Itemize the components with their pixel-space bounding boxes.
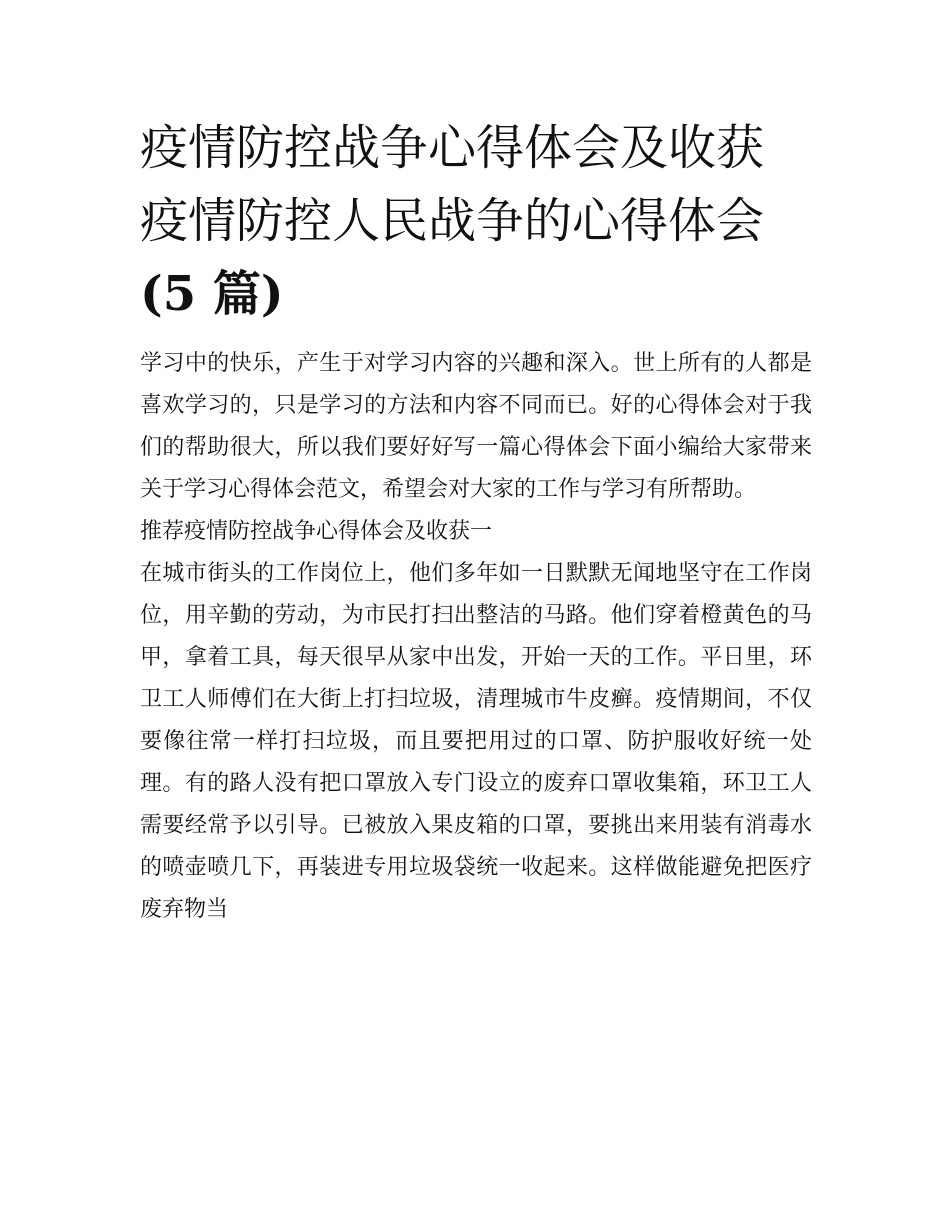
document-content <box>140 112 812 931</box>
intro-paragraph: 学习中的快乐，产生于对学习内容的兴趣和深入。世上所有的人都是喜欢学习的，只是学习的方法和内容不同而已。好的心得体会对于我们的帮助很大，所以我们要好好写一篇心得体会下面小编给大家带来关于学习心得体会范文，希望会对大家的工作与学习有所帮助。 <box>140 351 812 502</box>
title-suffix: (5 篇) <box>140 266 284 322</box>
section-paragraph: 在城市街头的工作岗位上，他们多年如一日默默无闻地坚守在工作岗位，用辛勤的劳动，为市民打扫出整洁的马路。他们穿着橙黄色的马甲，拿着工具，每天很早从家中出发，开始一天的工作。平日里，环卫工人师傅们在大街上打扫垃圾，清理城市牛皮癣。疫情期间，不仅要像往常一样打扫垃圾，而且要把用过的口罩、防护服收好统一处理。有的路人没有把口罩放入专门设立的废弃口罩收集箱，环卫工人需要经常予以引导。已被放入果皮箱的口罩，要挑出来用装有消毒水的喷壶喷几下，再装进专用垃圾袋统一收起来。这样做能避免把医疗废弃物当 <box>140 561 812 922</box>
section-heading: 推荐疫情防控战争心得体会及收获一 <box>140 519 493 544</box>
document-title <box>140 112 812 331</box>
title-line-2: 疫情防控人民战争的心得体会 <box>140 193 765 249</box>
title-line-1: 疫情防控战争心得体会及收获 <box>140 120 765 176</box>
